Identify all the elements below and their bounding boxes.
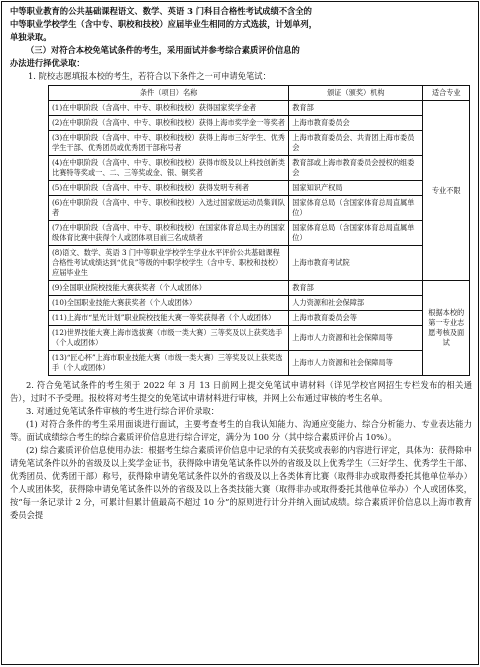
organization-cell: 上海市教育委员会、共青团上海市委员会 — [289, 131, 423, 156]
condition-cell: (1)在中职阶段（含高中、中专、职校和技校）获得国家奖学金者 — [49, 101, 289, 116]
header-condition: 条件（项目）名称 — [49, 86, 289, 101]
table-row — [49, 116, 470, 131]
section-3-title: （三）对符合本校免笔试条件的考生，采用面试并参考综合素质评价信息的 — [26, 45, 300, 55]
major-not-limited-cell: 专业不限 — [423, 101, 470, 281]
organization-cell: 上海市教育委员会等 — [289, 311, 423, 326]
table-row — [49, 281, 470, 296]
organization-cell: 教育部 — [289, 281, 423, 296]
intro-line-3: 单独录取。 — [10, 32, 52, 42]
organization-cell: 教育部 — [289, 101, 423, 116]
organization-cell: 上海市教育委员会 — [289, 116, 423, 131]
table-row — [49, 246, 470, 281]
organization-cell: 国家体育总局（含国家体育总局直属单位） — [289, 196, 423, 221]
table-row — [49, 311, 470, 326]
item-2-text: 2. 符合免笔试条件的考生须于 2022 年 3 月 13 日前网上提交免笔试申请材料（详见学校官网招生专栏发布的相关通告），过时不予受理。报校将对考生提交的免笔试申请材料进行审核，并网上公布通过审核的考生名单。 — [10, 380, 472, 403]
table-row — [49, 101, 470, 116]
item-3-text: 3. 对通过免笔试条件审核的考生进行综合评价录取： — [26, 406, 220, 416]
condition-cell: (8)语文、数学、英语 3 门中等职业学校学生学业水平评价公共基础课程合格性考试成绩达到“优良”等级的中职学校学生（含中专、职校和技校）应届毕业生 — [49, 246, 289, 281]
item-3-2-text: (2) 综合素质评价信息使用办法：根据考生综合素质评价信息中记录的有关获奖或表彰的内容进行评定，具体为：获得除申请免笔试条件以外的省级及以上奖学金证书，获得除申请免笔试条件以外的省级及以上优秀学生（三好学生、优秀学生干部、优秀团员、优秀团干部）称号，获得除申请免笔试条件以外的省级及以上各类体育比赛（取得非办或取得委托其他单位举办）个人或团体奖，获得除申请免笔试条件以外的省级及以上各类技能大赛（取得非办或取得委托其他单位举办）个人或团体奖，按“每一条记录计 2 分，可累计但累计值最高不超过 10 分”的原则进行计分并纳入面试成绩。综合素质评价信息以上海市教育委员会提 — [10, 445, 472, 520]
condition-cell: (4)在中职阶段（含高中、中专、职校和技校）获得市级及以上科技创新类比赛特等奖或一、二、三等奖或金、银、铜奖者 — [49, 156, 289, 181]
condition-cell: (12)世界技能大赛上海市选拔赛（市级一类大赛）三等奖及以上获奖选手（个人或团体） — [49, 326, 289, 351]
table-row — [49, 351, 470, 376]
organization-cell: 教育部或上海市教育委员会授权的组委会 — [289, 156, 423, 181]
table-header-row — [49, 86, 470, 101]
exemption-conditions-table — [48, 85, 470, 376]
organization-cell: 上海市教育考试院 — [289, 246, 423, 281]
document-body — [2, 2, 478, 522]
header-major: 适合专业 — [423, 86, 470, 101]
item-3-1-text: (1) 对符合条件的考生采用面谈进行面试，主要考查考生的自我认知能力、沟通应变能力、综合分析能力、专业表达能力等。面试成绩综合考生的综合素质评价信息进行综合评定，满分为 100 分（其中综合素质评价占 10%）。 — [10, 419, 472, 442]
section-3-title-cont: 办法进行择优录取： — [10, 58, 85, 68]
condition-cell: (7)在中职阶段（含高中、中专、职校和技校）在国家体育总局主办的国家级体育比赛中获得个人或团体项目前三名成绩者 — [49, 221, 289, 246]
intro-line-1: 中等职业教育的公共基础课程语文、数学、英语 3 门科目合格性考试成绩不含全的 — [10, 6, 312, 16]
condition-cell: (10)全国职业技能大赛获奖者（个人或团体） — [49, 296, 289, 311]
condition-cell: (9)全国职业院校技能大赛获奖者（个人或团体） — [49, 281, 289, 296]
table-row — [49, 296, 470, 311]
condition-cell: (11)上海市“星光计划”职业院校技能大赛一等奖获得者（个人或团体） — [49, 311, 289, 326]
condition-cell: (13)“匠心杯”上海市职业技能大赛（市级一类大赛）三等奖及以上获奖选手（个人或团体） — [49, 351, 289, 376]
table-row — [49, 326, 470, 351]
table-row — [49, 196, 470, 221]
intro-line-2: 中等职业学校学生（含中专、职校和技校）应届毕业生相同的方式选拔，计划单列， — [10, 19, 317, 29]
organization-cell: 人力资源和社会保障部 — [289, 296, 423, 311]
organization-cell: 国家知识产权局 — [289, 181, 423, 196]
document-page — [1, 1, 479, 665]
condition-cell: (2)在中职阶段（含高中、中专、职校和技校）获得上海市奖学金一等奖者 — [49, 116, 289, 131]
table-row — [49, 156, 470, 181]
organization-cell: 上海市人力资源和社会保障局等 — [289, 326, 423, 351]
header-organization: 颁证（颁奖）机构 — [289, 86, 423, 101]
condition-cell: (5)在中职阶段（含高中、中专、职校和技校）获得发明专利者 — [49, 181, 289, 196]
table-row — [49, 131, 470, 156]
condition-cell: (6)在中职阶段（含高中、中专、职校和技校）入选过国家级运动员集训队者 — [49, 196, 289, 221]
organization-cell: 上海市人力资源和社会保障局等 — [289, 351, 423, 376]
item-1-text: 1. 院校志愿填报本校的考生，若符合以下条件之一可申请免笔试： — [28, 71, 271, 81]
table-row — [49, 221, 470, 246]
organization-cell: 国家体育总局（含国家体育总局直属单位） — [289, 221, 423, 246]
major-by-item-cell: 根据本校的第一专业志愿考核及面试 — [423, 281, 470, 376]
table-row — [49, 181, 470, 196]
condition-cell: (3)在中职阶段（含高中、中专、职校和技校）获得上海市三好学生、优秀学生干部、优秀团员或优秀团干部称号者 — [49, 131, 289, 156]
